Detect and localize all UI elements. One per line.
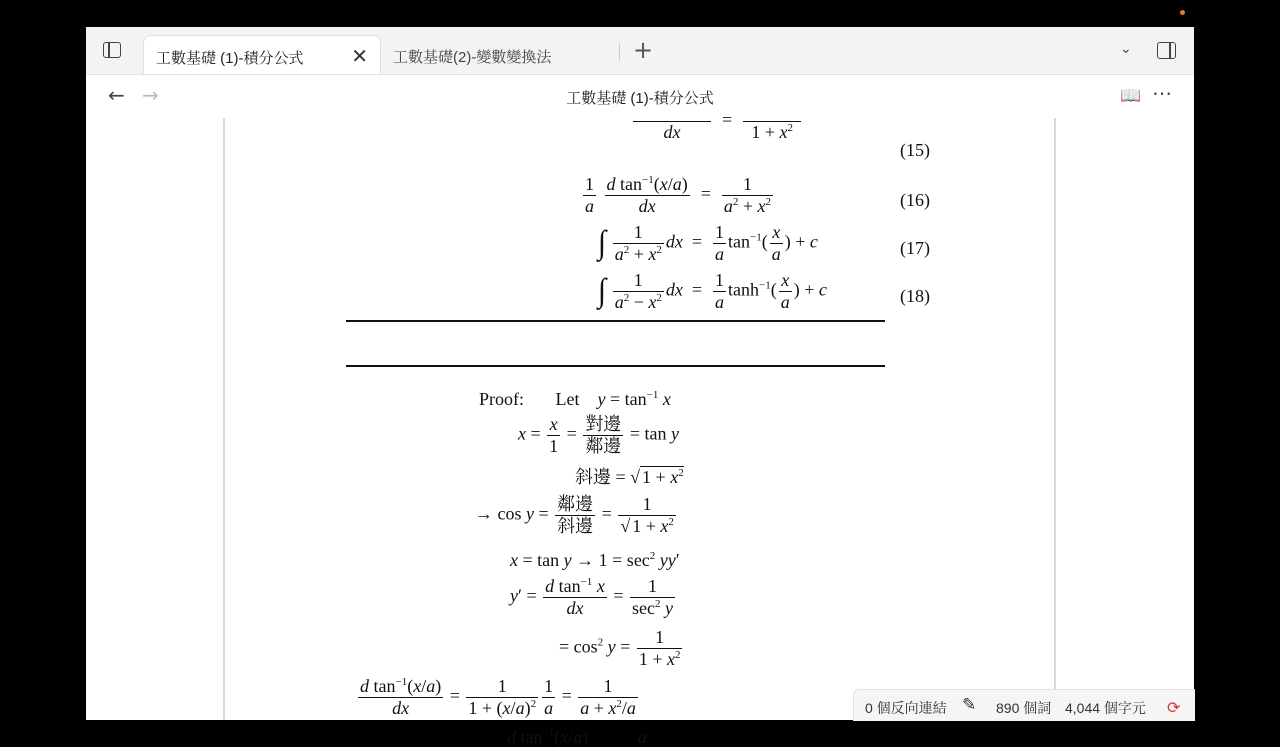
tab-active-label: 工數基礎 (1)-積分公式: [156, 50, 304, 67]
right-sidebar-toggle-icon[interactable]: [1157, 42, 1176, 59]
horizontal-rule: [346, 365, 885, 367]
proof-label: Proof:: [479, 389, 524, 409]
tab-inactive-label: 工數基礎(2)-變數變換法: [393, 49, 552, 66]
page-title: 工數基礎 (1)-積分公式: [566, 90, 714, 107]
tab-inactive[interactable]: [381, 35, 616, 74]
app-window: [86, 27, 1194, 747]
proof-line-1: Proof: Let $y = \tan^{-1} x$: [479, 389, 671, 409]
proof-line-4: → cos y = 鄰邊 斜邊 = $\frac{1}{√ 1 + x^2}$: [475, 494, 674, 536]
chevron-down-icon[interactable]: ⌄: [1120, 41, 1132, 57]
adjacent-side: 鄰邊: [585, 435, 622, 456]
hypotenuse: 斜邊: [575, 467, 611, 487]
hypotenuse: 斜邊: [557, 515, 594, 536]
reading-view-icon[interactable]: 📖: [1120, 86, 1142, 106]
adjacent-side: 鄰邊: [557, 494, 594, 514]
back-arrow-icon[interactable]: ←: [108, 83, 125, 107]
equation-number-18: (18): [900, 286, 930, 306]
equation-15: dx = $1 + x^2$: [631, 100, 803, 142]
equation-number-17: (17): [900, 238, 930, 258]
proof-line-7: = $\cos^2 y$ = $\frac{1}{1 + x^2}$: [559, 627, 681, 669]
content-left-border: [223, 118, 225, 720]
opposite-side: 對邊: [585, 414, 622, 434]
equation-18: ∫ $\frac{1}{a^2 - x^2}$ dx = $\frac{1}{a}$ $\tanh^{-1}$( $\frac{x}{a}$ ) + c: [598, 270, 827, 312]
tab-active[interactable]: [143, 35, 381, 74]
close-icon[interactable]: ✕: [351, 46, 368, 68]
editor-content[interactable]: [86, 109, 1194, 747]
proof-line-9: d $\tan^{-1}(x/a)$ a: [507, 727, 647, 747]
pencil-icon[interactable]: ✎: [962, 695, 977, 715]
forward-arrow-icon[interactable]: →: [142, 83, 159, 107]
new-tab-icon[interactable]: +: [633, 36, 654, 64]
equation-16: $\frac{1}{a}$ $\frac{d \tan^{-1}(x/a)}{dx}$ = $\frac{1}{a^2 + x^2}$: [585, 174, 772, 216]
content-right-border: [1054, 118, 1056, 720]
proof-line-2: x = $\frac{x}{1}$ = 對邊 鄰邊 = tan y: [518, 414, 679, 456]
proof-line-8: $\frac{d \tan^{-1}(x/a)}{dx}$ = $\frac{1}{1 + (x/a)^2}$ $\frac{1}{a}$ = $\frac{1}{a + x^2/a}$: [360, 676, 636, 718]
backlinks-count[interactable]: 0 個反向連結: [865, 700, 947, 716]
sync-error-icon[interactable]: ⟳: [1167, 698, 1181, 717]
horizontal-rule: [346, 320, 885, 322]
word-count: 890 個詞: [996, 700, 1052, 716]
proof-line-6: y′ = $\frac{d \tan^{-1} x}{dx}$ = 1 $\sec^2 y$: [510, 576, 673, 618]
notification-dot: [1180, 10, 1185, 15]
tab-divider: [619, 43, 620, 61]
equation-number-15: (15): [900, 140, 930, 160]
char-count: 4,044 個字元: [1065, 700, 1146, 716]
more-options-icon[interactable]: ⋯: [1152, 81, 1173, 105]
proof-let: Let: [555, 389, 580, 409]
equation-17: ∫ $\frac{1}{a^2 + x^2}$ dx = $\frac{1}{a}$ $\tan^{-1}$( $\frac{x}{a}$ ) + c: [598, 222, 818, 264]
tab-bar: [86, 27, 1194, 75]
sidebar-toggle-icon[interactable]: [103, 42, 121, 58]
status-bar: [853, 689, 1195, 721]
proof-line-5: $x = \tan y \to 1 = \sec^2 yy'$: [510, 550, 680, 570]
equation-number-16: (16): [900, 190, 930, 210]
proof-line-3: 斜邊 = √ $1 + x^2$: [575, 467, 684, 487]
